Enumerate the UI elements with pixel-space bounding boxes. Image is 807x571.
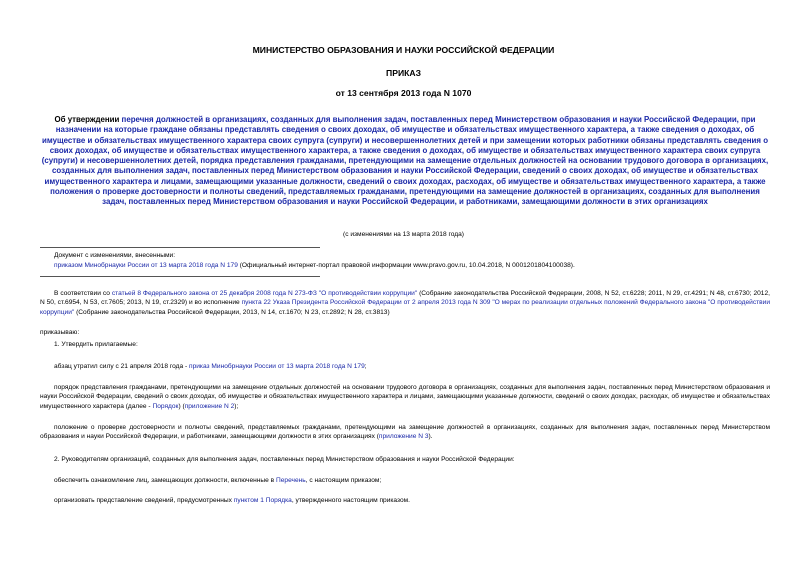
procedure-link[interactable]: Порядок: [152, 402, 179, 410]
preamble-decree-link[interactable]: пункта 22 Указа Президента Российской Федерации от 2 апреля 2013 года N 309 "О мерах по реализации отдельных положений Федерального закона "О противодействии коррупции": [40, 299, 771, 316]
preamble-text-2: (Собрание законодательства Российской Федерации, 2008, N 52, ст.6228; 2011, N 29, ст.4291; N 48, ст.6730; 2012, N 50, ст.6954, N 53, ст.7605; 2013, N 19, ст.2329) и во исполнение: [40, 290, 770, 307]
document-heading: [40, 115, 770, 208]
expired-link[interactable]: приказ Минобрнауки России от 13 марта 2018 года N 179: [189, 363, 365, 370]
item-1: 1. Утвердить прилагаемые:: [54, 341, 138, 348]
ministry-title: МИНИСТЕРСТВО ОБРАЗОВАНИЯ И НАУКИ РОССИЙСКОЙ ФЕДЕРАЦИИ: [252, 45, 555, 55]
heading-prefix: Об утверждении: [54, 115, 122, 124]
ensure-paragraph: [54, 476, 770, 485]
preamble-text-3: (Собрание законодательства Российской Федерации, 2013, N 14, ст.1670; N 23, ст.2892; N 28, ст.3813): [74, 308, 390, 316]
changes-line: [54, 261, 774, 270]
regulation-text-1: положение о проверке достоверности и полноты сведений, представляемых гражданами, претендующими на замещение должностей в организациях, созданных для выполнения задач, поставленных перед Министерством образования и науки Российской Федерации, и работниками, замещающими должности в этих организациях (: [40, 424, 770, 441]
expired-text: абзац утратил силу с 21 апреля 2018 года -: [54, 363, 189, 370]
appendix-2-link[interactable]: приложение N 2: [184, 402, 235, 410]
separator-top: [40, 247, 320, 248]
changes-tail: (Официальный интернет-портал правовой информации www.pravo.gov.ru, 10.04.2018, N 0001201804100038).: [237, 262, 575, 269]
organize-paragraph: [54, 496, 770, 505]
expired-end: ;: [364, 363, 367, 370]
orders-word: приказываю:: [40, 329, 80, 336]
expired-paragraph: [54, 362, 770, 371]
preamble: [40, 289, 770, 317]
heading-link[interactable]: перечня должностей в организациях, созданных для выполнения задач, поставленных перед Министерством образования и науки Российской Федерации, при назначении на которые граждане обязаны представлять сведения о своих доходах, об имуществе и обязательствах имущественного характера, а также сведения о доходах, об имуществе и обязательствах имущественного характера своих супруга (супруги) и несовершеннолетних детей и при замещении которых работники обязаны представлять сведения о своих доходах, об имуществе и обязательствах имущественного характера, а также сведения о доходах, об имуществе и обязательствах имущественного характера своих супруга (супруги) и несовершеннолетних детей, порядка представления гражданами, претендующими на замещение отдельных должностей на основании трудового договора в организациях, созданных для выполнения задач, поставленных перед Министерством образования и науки Российской Федерации, сведений о своих доходах, об имуществе и обязательствах имущественного характера и лицами, замещающими указанные должности, сведений о своих доходах, расходах, об имуществе и обязательствах имущественного характера, а также положения о проверке достоверности и полноты сведений, представляемых гражданами, претендующими на замещение должностей в организациях, созданных для выполнения задач, поставленных перед Министерством образования и науки Российской Федерации, и работниками, замещающими должности в этих организациях: [41, 115, 769, 207]
ensure-text-2: , с настоящим приказом;: [305, 477, 382, 484]
regulation-paragraph: [40, 423, 770, 442]
clause-1-link[interactable]: пунктом 1 Порядка: [233, 497, 292, 504]
document-type: ПРИКАЗ: [386, 68, 421, 78]
item-2: 2. Руководителям организаций, созданных для выполнения задач, поставленных перед Министерством образования и науки Российской Федерации:: [54, 456, 515, 463]
document-date-number: от 13 сентября 2013 года N 1070: [335, 88, 472, 98]
order-text-1: порядок представления гражданами, претендующими на замещение отдельных должностей на основании трудового договора в организациях, созданных для выполнения задач, поставленных перед Министерством образования и науки Российской Федерации, сведений о своих доходах, об имуществе и обязательствах имущественного характера и лицами, замещающими указанные должности, сведений о своих доходах, расходах, об имуществе и обязательствах имущественного характера (далее -: [40, 384, 770, 410]
organize-text-2: , утвержденного настоящим приказом.: [291, 497, 411, 504]
organize-text-1: организовать представление сведений, предусмотренных: [54, 497, 234, 504]
appendix-3-link[interactable]: приложение N 3: [378, 433, 429, 441]
ensure-text-1: обеспечить ознакомление лиц, замещающих должности, включенные в: [54, 477, 276, 484]
order-text-2: ) (: [178, 402, 185, 410]
changes-link[interactable]: приказом Минобрнауки России от 13 марта 2018 года N 179: [54, 262, 238, 269]
changes-label: Документ с изменениями, внесенными:: [54, 252, 176, 259]
edition-note: (с изменениями на 13 марта 2018 года): [343, 231, 464, 238]
regulation-text-2: ).: [428, 433, 433, 441]
order-text-3: );: [234, 402, 239, 410]
preamble-law-link[interactable]: статьей 8 Федерального закона от 25 декабря 2008 года N 273-ФЗ "О противодействии коррупции": [111, 290, 418, 297]
preamble-text-1: В соответствии со: [54, 290, 112, 297]
separator-bottom: [40, 276, 320, 277]
order-paragraph: [40, 383, 770, 411]
list-link[interactable]: Перечень: [276, 477, 306, 484]
